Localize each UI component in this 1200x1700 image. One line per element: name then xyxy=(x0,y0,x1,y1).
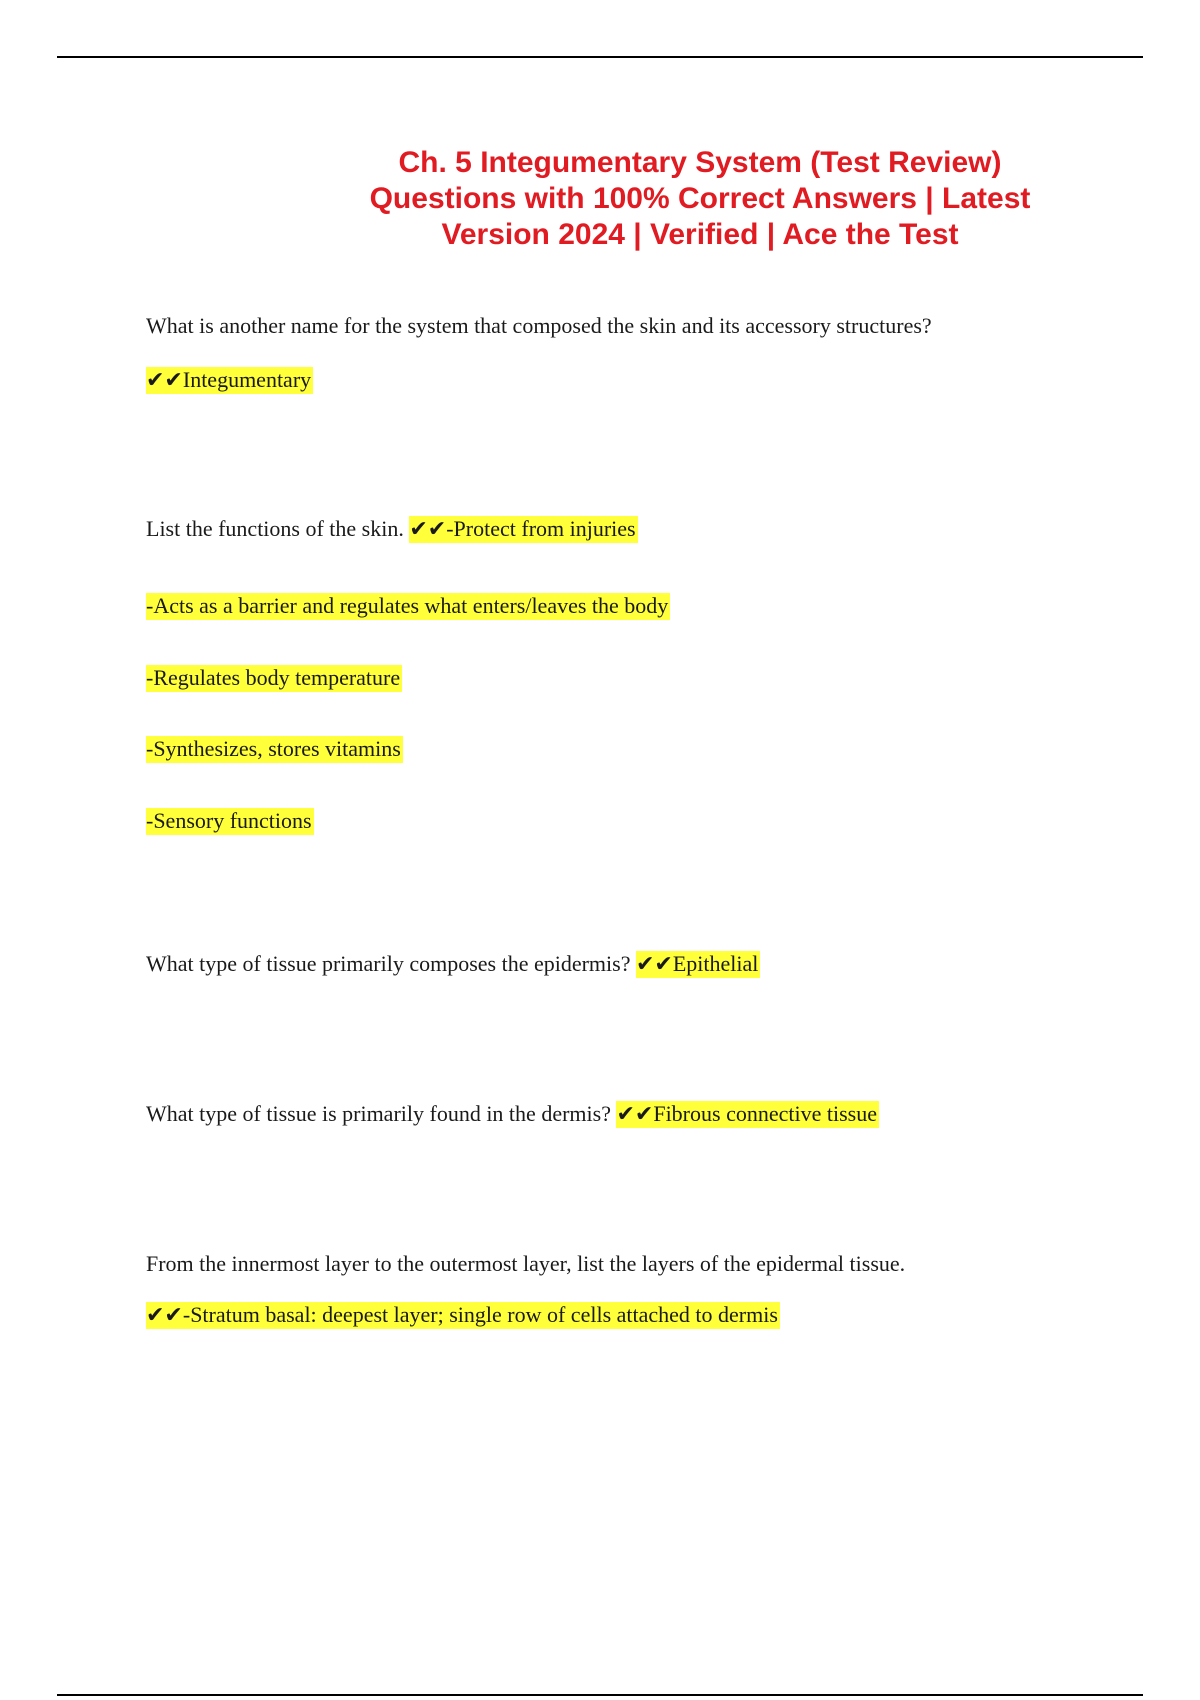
answer-1 xyxy=(146,365,313,395)
answer-2-row-3 xyxy=(146,663,402,693)
answer-5 xyxy=(146,1300,780,1330)
bottom-rule xyxy=(57,1694,1143,1696)
question-3 xyxy=(146,949,760,979)
answer-2-line-2: -Acts as a barrier and regulates what enters/leaves the body xyxy=(146,593,669,618)
question-2 xyxy=(146,514,638,544)
answer-2-line-5: -Sensory functions xyxy=(146,808,312,833)
question-1-text: What is another name for the system that composed the skin and its accessory structures? xyxy=(146,313,932,338)
document-title xyxy=(330,145,1070,253)
answer-2-line-4: -Synthesizes, stores vitamins xyxy=(146,736,401,761)
answer-3-text: ✔✔Epithelial xyxy=(635,951,759,976)
question-2-text: List the functions of the skin. xyxy=(146,516,410,541)
answer-2-row-2 xyxy=(146,591,670,621)
title-line-3: Version 2024 | Verified | Ace the Test xyxy=(441,218,959,251)
title-line-2: Questions with 100% Correct Answers | Latest xyxy=(369,182,1031,215)
question-5-text: From the innermost layer to the outermost layer, list the layers of the epidermal tissue. xyxy=(146,1251,906,1276)
question-4-text: What type of tissue is primarily found in the dermis? xyxy=(146,1101,617,1126)
answer-4-text: ✔✔Fibrous connective tissue xyxy=(616,1101,877,1126)
answer-2-row-4 xyxy=(146,734,403,764)
answer-2-row-5 xyxy=(146,806,314,836)
question-5 xyxy=(146,1249,905,1279)
answer-5-text: ✔✔-Stratum basal: deepest layer; single row of cells attached to dermis xyxy=(146,1302,778,1327)
answer-2-line-1: ✔✔-Protect from injuries xyxy=(409,516,636,541)
question-3-text: What type of tissue primarily composes the epidermis? xyxy=(146,951,636,976)
title-line-1: Ch. 5 Integumentary System (Test Review) xyxy=(398,146,1002,179)
question-4 xyxy=(146,1099,879,1129)
answer-2-line-3: -Regulates body temperature xyxy=(146,665,401,690)
top-rule xyxy=(57,56,1143,58)
question-1 xyxy=(146,311,932,341)
answer-1-text: ✔✔Integumentary xyxy=(146,367,312,392)
